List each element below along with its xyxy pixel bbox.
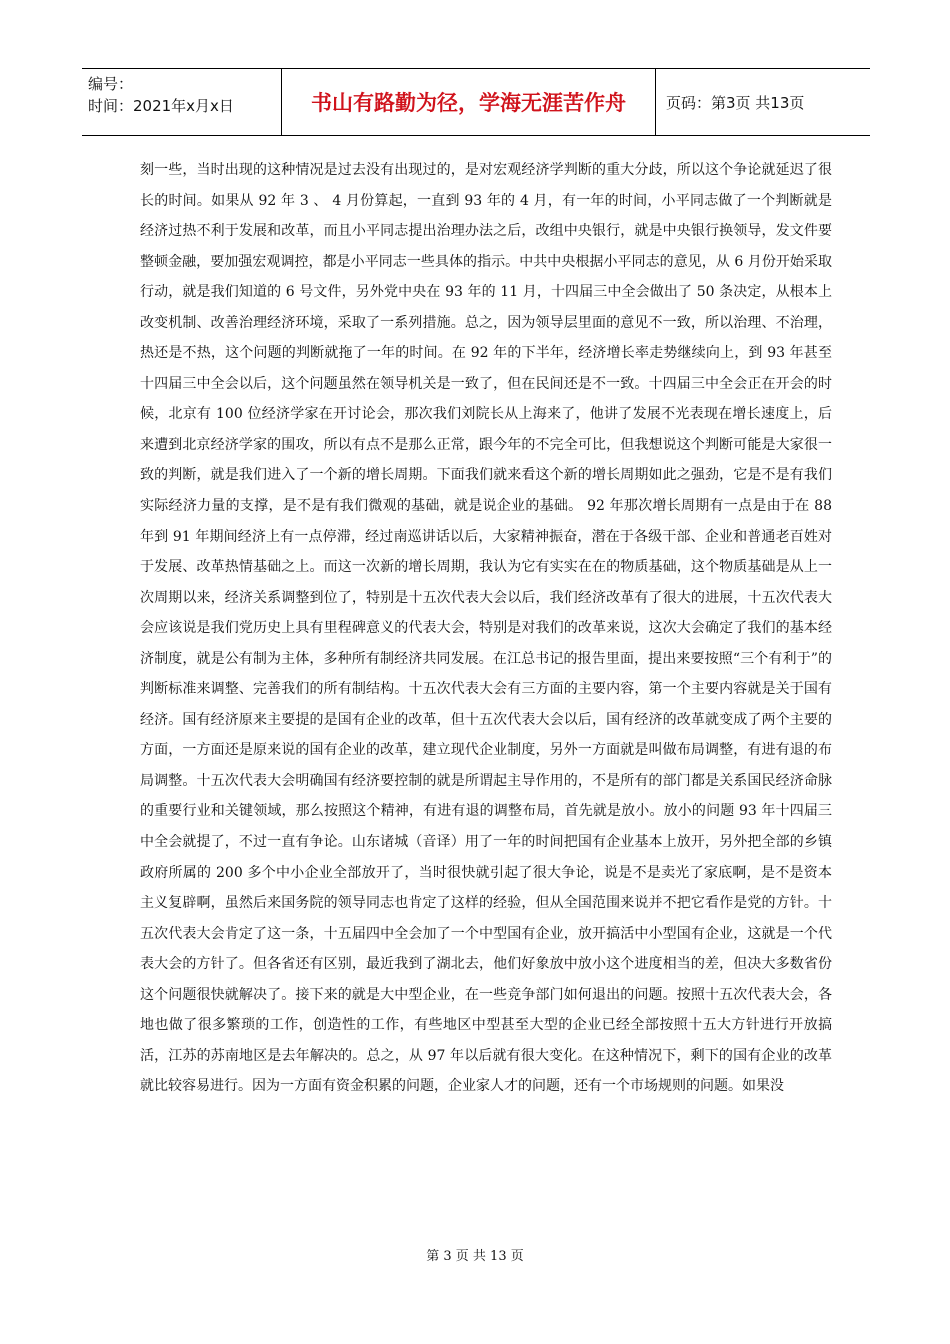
header-meta xyxy=(82,69,282,135)
serial-number-label: 编号： xyxy=(88,75,134,93)
header-motto: 书山有路勤为径，学海无涯苦作舟 xyxy=(282,69,656,135)
header-page-info: 页码：第3页 共13页 xyxy=(666,93,805,112)
date-label: 时间：2021年x月x日 xyxy=(88,97,234,115)
page-header xyxy=(82,68,870,136)
page-footer: 第 3 页 共 13 页 xyxy=(426,1249,524,1264)
body-paragraph: 刻一些，当时出现的这种情况是过去没有出现过的，是对宏观经济学判断的重大分歧，所以这个争论就延迟了很长的时间。如果从 92 年 3 、 4 月份算起，一直到 93 年的 4 月，有一年的时间，小平同志做了一个判断就是经济过热不利于发展和改革，而且小平同志提出治理办法之后，改组中央银行，就是中央银行换领导，发文件要整顿金融，要加强宏观调控，都是小平同志一些具体的指示。中共中央根据小平同志的意见，从 6 月份开始采取行动，就是我们知道的 6 号文件，另外党中央在 93 年的 11 月，十四届三中全会做出了 50 条决定，从根本上改变机制、改善治理经济环境，采取了一系列措施。总之，因为领导层里面的意见不一致，所以治理、不治理，热还是不热，这个问题的判断就拖了一年的时间。在 92 年的下半年，经济增长率走势继续向上，到 93 年甚至十四届三中全会以后，这个问题虽然在领导机关是一致了，但在民间还是不一致。十四届三中全会正在开会的时候，北京有 100 位经济学家在开讨论会，那次我们刘院长从上海来了，他讲了发展不光表现在增长速度上，后来遭到北京经济学家的围攻，所以有点不是那么正常，跟今年的不完全可比，但我想说这个判断可能是大家很一致的判断，就是我们进入了一个新的增长周期。下面我们就来看这个新的增长周期如此之强劲，它是不是有我们实际经济力量的支撑，是不是有我们微观的基础，就是说企业的基础。 92 年那次增长周期有一点是由于在 88 年到 91 年期间经济上有一点停滞，经过南巡讲话以后，大家精神振奋，潜在于各级干部、企业和普通老百姓对于发展、改革热情基础之上。而这一次新的增长周期，我认为它有实实在在的物质基础，这个物质基础是从上一次周期以来，经济关系调整到位了，特别是十五次代表大会以后，我们经济改革有了很大的进展，十五次代表大会应该说是我们党历史上具有里程碑意义的代表大会，特别是对我们的改革来说，这次大会确定了我们的基本经济制度，就是公有制为主体，多种所有制经济共同发展。在江总书记的报告里面，提出来要按照“三个有利于”的判断标准来调整、完善我们的所有制结构。十五次代表大会有三方面的主要内容，第一个主要内容就是关于国有经济。国有经济原来主要提的是国有企业的改革，但十五次代表大会以后，国有经济的改革就变成了两个主要的方面，一方面还是原来说的国有企业的改革，建立现代企业制度，另外一方面就是叫做布局调整，有进有退的布局调整。十五次代表大会明确国有经济要控制的就是所谓起主导作用的，不是所有的部门都是关系国民经济命脉的重要行业和关键领域，那么按照这个精神，有进有退的调整布局，首先就是放小。放小的问题 93 年十四届三中全会就提了，不过一直有争论。山东诸城（音译）用了一年的时间把国有企业基本上放开，另外把全部的乡镇政府所属的 200 多个中小企业全部放开了，当时很快就引起了很大争论，说是不是卖光了家底啊，是不是资本主义复辟啊，虽然后来国务院的领导同志也肯定了这样的经验，但从全国范围来说并不把它看作是党的方针。十五次代表大会肯定了这一条，十五届四中全会加了一个中型国有企业，放开搞活中小型国有企业，这就是一个代表大会的方针了。但各省还有区别，最近我到了湖北去，他们好象放中放小这个进度相当的差，但决大多数省份这个问题很快就解决了。接下来的就是大中型企业，在一些竞争部门如何退出的问题。按照十五次代表大会，各地也做了很多繁琐的工作，创造性的工作，有些地区中型甚至大型的企业已经全部按照十五大方针进行开放搞活，江苏的苏南地区是去年解决的。总之，从 97 年以后就有很大变化。在这种情况下，剩下的国有企业的改革就比较容易进行。因为一方面有资金积累的问题，企业家人才的问题，还有一个市场规则的问题。如果没 xyxy=(140,162,832,1095)
